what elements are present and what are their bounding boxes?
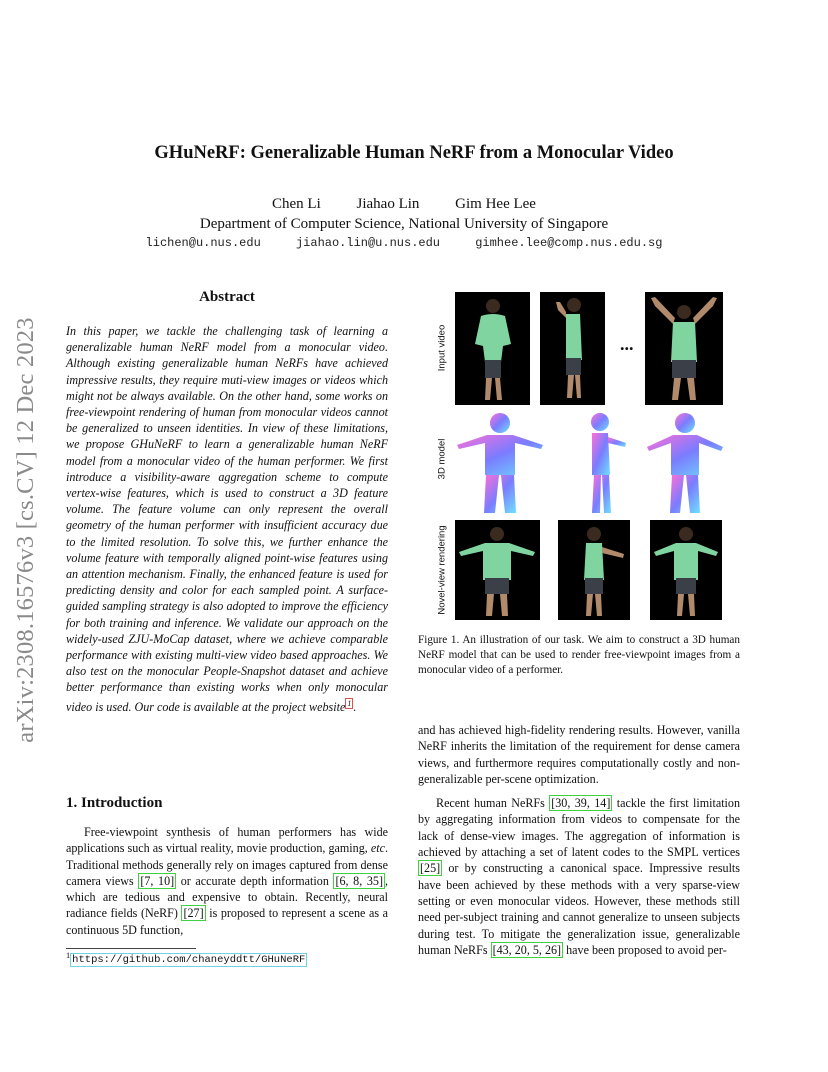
paragraph-span: tackle the first limitation by aggregating information from videos to compensate for the lack of dense-view images. The aggregation of information is achieved by attaching a set of latent codes to the SMPL vertices (418, 796, 741, 860)
author-name: Gim Hee Lee (455, 196, 536, 212)
3d-model-image (455, 409, 545, 517)
abstract-heading: Abstract (199, 289, 255, 305)
arxiv-stamp (6, 300, 46, 760)
input-frame-image (645, 292, 723, 405)
citation-link[interactable]: [6, 8, 35] (335, 873, 383, 888)
affiliation: Department of Computer Science, National University of Singapore (199, 216, 609, 232)
input-frame-image (455, 292, 530, 405)
citation-link[interactable]: [30, 39, 14] (551, 796, 611, 811)
footnote-link[interactable]: 1 (347, 698, 352, 708)
footnote-rule (66, 948, 196, 949)
3d-model-image (570, 409, 630, 517)
footnote-url-link[interactable]: https://github.com/chaneyddtt/GHuNeRF (72, 954, 306, 967)
paragraph-span: Recent human NeRFs (436, 796, 550, 811)
abstract-period: . (353, 699, 357, 714)
section-heading: 1. Introduction (66, 795, 163, 811)
paragraph-span: have been proposed to avoid per- (563, 942, 727, 957)
author-email[interactable]: lichen@u.nus.edu (145, 236, 261, 250)
intro-text-span: Free-viewpoint synthesis of human performers has wide applications such as virtual reality, movie production, gaming, (66, 825, 388, 856)
row-label: Novel-view rendering (436, 525, 448, 615)
arxiv-identifier: arXiv:2308.16576v3 [cs.CV] 12 Dec 2023 (12, 317, 39, 743)
citation-link[interactable]: [25] (420, 861, 441, 876)
paragraph-span: or by constructing a canonical space. Impressive results have been achieved by these methods with a very sparse-view setting or even monocular videos. However, these methods still need per-subject training and cannot generalize to unseen subjects during test. To mitigate the generalization issue, generalizable human NeRFs (418, 861, 740, 957)
author-list (0, 196, 808, 213)
citation-link[interactable]: [27] (183, 906, 204, 921)
abstract-text (66, 323, 388, 715)
row-label: 3D model (436, 438, 448, 480)
paragraph: and has achieved high-fidelity rendering results. However, vanilla NeRF inherits the limitation of the requirement for dense camera views, and furthermore requires computationally costly and non-generalizable per-scene optimization. (418, 723, 740, 786)
row-label: Input video (436, 324, 448, 372)
figure-caption: Figure 1. An illustration of our task. We aim to construct a 3D human NeRF model that can be used to render free-viewpoint images from a monocular video of a performer. (418, 634, 740, 676)
figure-1 (430, 292, 730, 627)
footnote (66, 951, 307, 966)
citation-link[interactable]: [7, 10] (140, 873, 175, 888)
intro-text-span: . Traditional methods generally rely on images captured from dense camera views (66, 841, 388, 888)
novel-view-image (455, 520, 540, 620)
ellipsis: ... (620, 334, 634, 354)
intro-text-span: is proposed to represent a scene as a continuous 5D function, (66, 906, 388, 937)
email-list (0, 236, 808, 250)
author-name: Chen Li (272, 196, 321, 212)
right-column-text (418, 722, 740, 958)
intro-text-span: or accurate depth information (176, 873, 334, 888)
novel-view-image (650, 520, 722, 620)
author-email[interactable]: gimhee.lee@comp.nus.edu.sg (475, 236, 663, 250)
novel-view-image (558, 520, 630, 620)
paragraph (418, 795, 740, 958)
author-name: Jiahao Lin (356, 196, 420, 212)
intro-text-span: etc (370, 841, 385, 856)
intro-text (66, 824, 388, 938)
intro-text-span: , which are tedious and expensive to obtain. Recently, neural radiance fields (NeRF) (66, 873, 389, 921)
abstract-body: In this paper, we tackle the challenging task of learning a generalizable human NeRF model from a monocular video. Although existing generalizable human NeRFs have achieved impressive results, they require muti-view images or videos which might not be always available. On the other hand, some works on free-viewpoint rendering of human from monocular videos cannot be generalized to unseen identities. In view of these limitations, we propose GHuNeRF to learn a generalizable human NeRF model from a monocular video of the human performer. We first introduce a visibility-aware aggregation scheme to compute vertex-wise features, which is used to construct a 3D feature volume. The feature volume can only represent the overall geometry of the human performer with insufficient accuracy due to the limited resolution. To solve this, we further enhance the volume feature with temporally aligned point-wise features using an attention mechanism. Finally, the enhanced feature is used for predicting density and color for each sampled point. A surface-guided sampling strategy is also adopted to improve the efficiency for both training and inference. We validate our approach on the widely-used ZJU-MoCap dataset, where we achieve comparable performance with existing multi-view video based approaches. We also test on the monocular People-Snapshot dataset and achieve better performance than existing works when only monocular video is used. Our code is available at the project website (66, 324, 388, 714)
3d-model-image (645, 409, 725, 517)
citation-link[interactable]: [43, 20, 5, 26] (492, 942, 562, 957)
paper-title: GHuNeRF: Generalizable Human NeRF from a Monocular Video (154, 143, 674, 163)
author-email[interactable]: jiahao.lin@u.nus.edu (295, 236, 440, 250)
input-frame-image (540, 292, 605, 405)
footnote-mark: 1 (66, 951, 71, 960)
